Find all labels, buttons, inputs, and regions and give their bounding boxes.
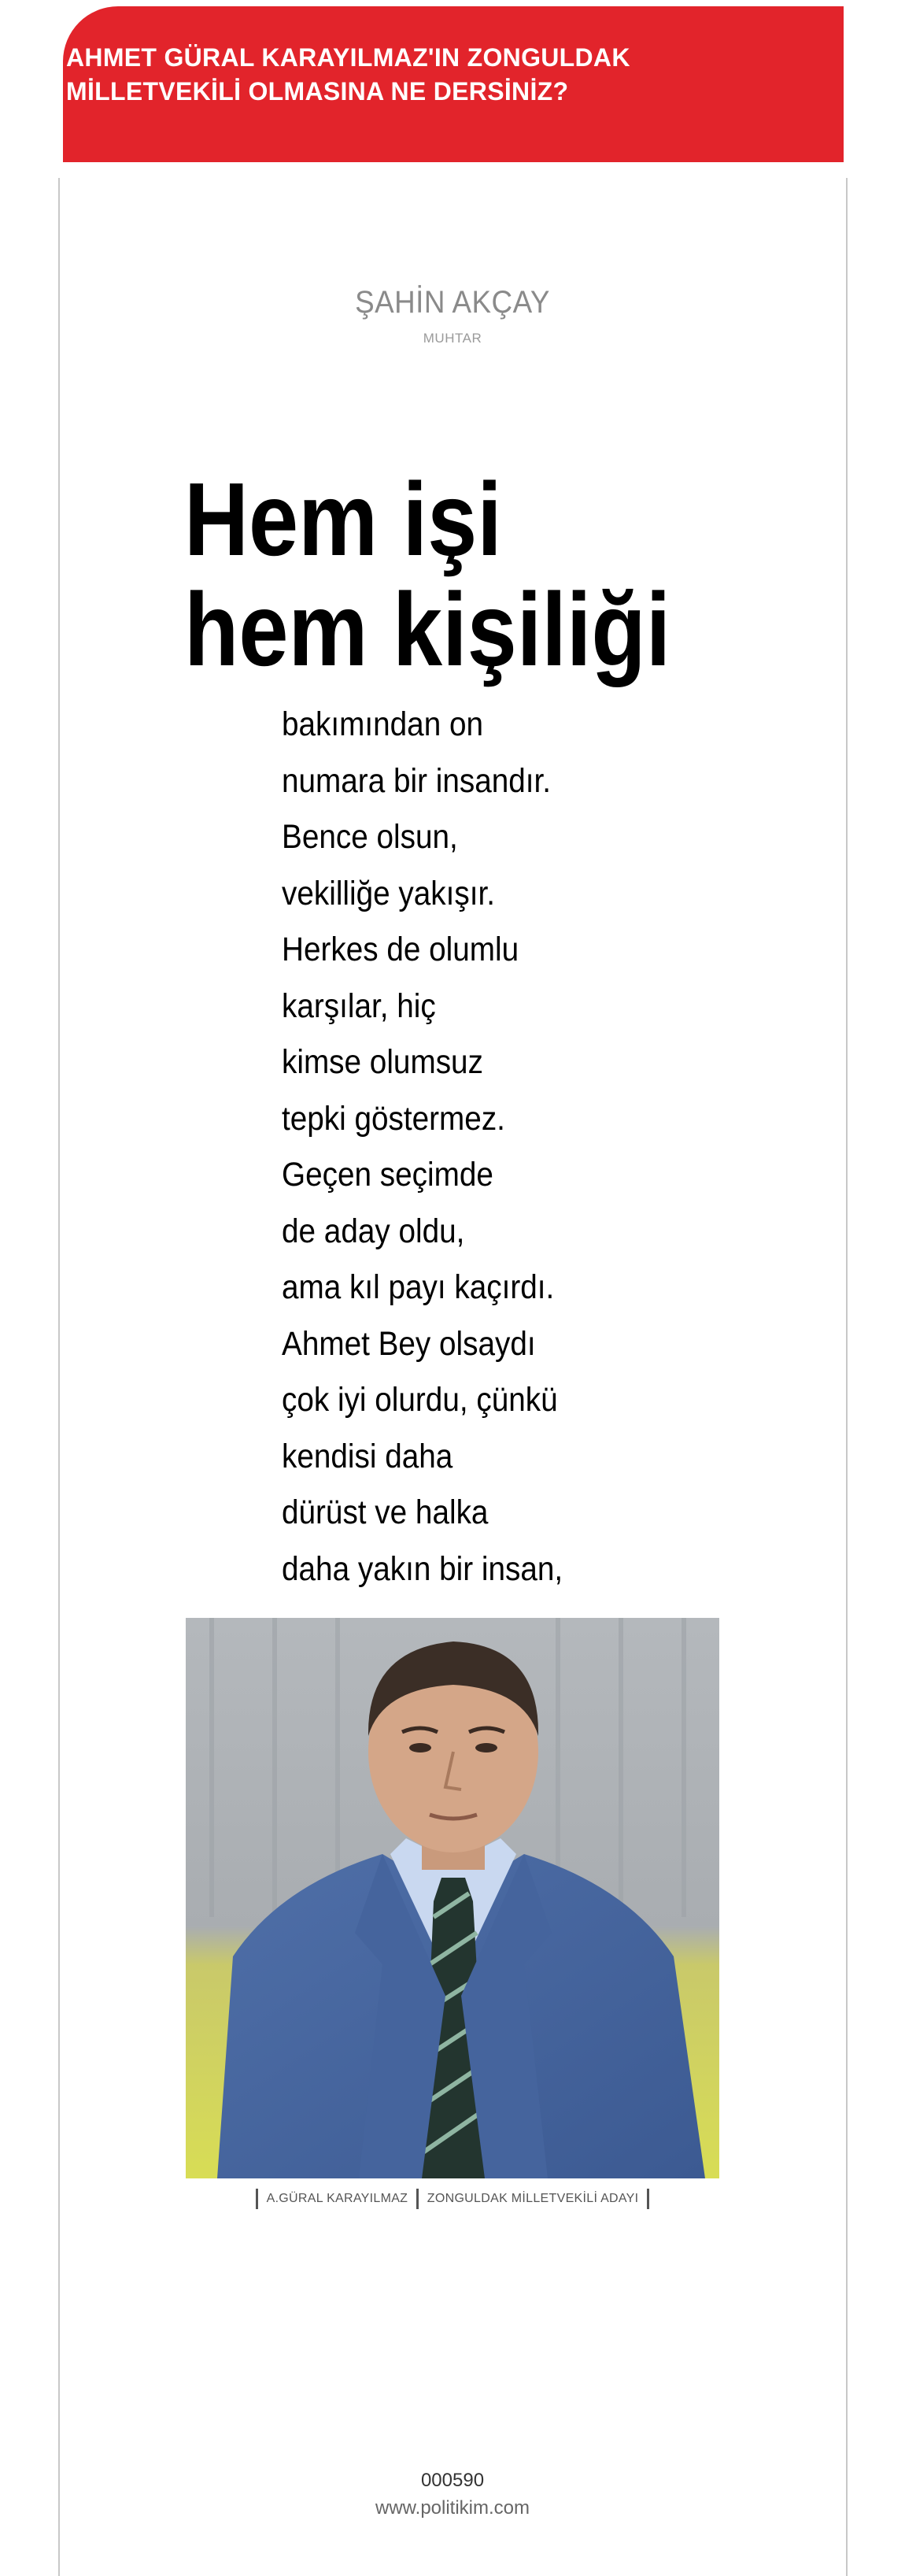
body-line: de aday oldu,	[282, 1212, 465, 1250]
body-line: kendisi daha	[282, 1437, 453, 1475]
body-line: Bence olsun,	[282, 818, 458, 856]
headline-line1: Hem işi	[184, 461, 502, 577]
banner-title-line1: AHMET GÜRAL KARAYILMAZ'IN ZONGULDAK	[66, 43, 630, 72]
caption-name: A.GÜRAL KARAYILMAZ	[266, 2192, 408, 2205]
footer-website-link[interactable]: www.politikim.com	[375, 2497, 530, 2519]
candidate-photo	[186, 1618, 719, 2178]
author-role: MUHTAR	[423, 331, 482, 346]
headline	[184, 461, 726, 687]
body-line: Herkes de olumlu	[282, 931, 519, 968]
body-line: karşılar, hiç	[282, 986, 436, 1025]
body-line: ama kıl payı kaçırdı.	[282, 1268, 555, 1306]
author-name: ŞAHİN AKÇAY	[355, 285, 550, 320]
footer-code: 000590	[420, 2470, 485, 2491]
caption-title: ZONGULDAK MİLLETVEKİLİ ADAYI	[427, 2192, 639, 2205]
body-line: dürüst ve halka	[282, 1493, 489, 1531]
body-line: daha yakın bir insan,	[282, 1549, 563, 1588]
caption-divider	[416, 2189, 419, 2209]
caption-divider	[647, 2189, 649, 2209]
left-border-line	[58, 178, 60, 2576]
body-line: bakımından on	[282, 705, 484, 743]
body-text	[282, 697, 707, 1597]
body-line: numara bir insandır.	[282, 761, 552, 800]
caption-divider	[256, 2189, 258, 2209]
body-line: vekilliğe yakışır.	[282, 874, 495, 912]
body-line: çok iyi olurdu, çünkü	[282, 1381, 558, 1419]
body-line: Geçen seçimde	[282, 1156, 493, 1194]
headline-line2: hem kişiliği	[184, 572, 671, 687]
body-line: kimse olumsuz	[282, 1043, 483, 1081]
body-line: tepki göstermez.	[282, 1099, 505, 1138]
banner-title	[66, 41, 743, 109]
photo-caption	[0, 2189, 905, 2209]
banner-title-line2: MİLLETVEKİLİ OLMASINA NE DERSİNİZ?	[66, 77, 569, 105]
body-line: Ahmet Bey olsaydı	[282, 1324, 536, 1363]
right-border-line	[846, 178, 848, 2576]
